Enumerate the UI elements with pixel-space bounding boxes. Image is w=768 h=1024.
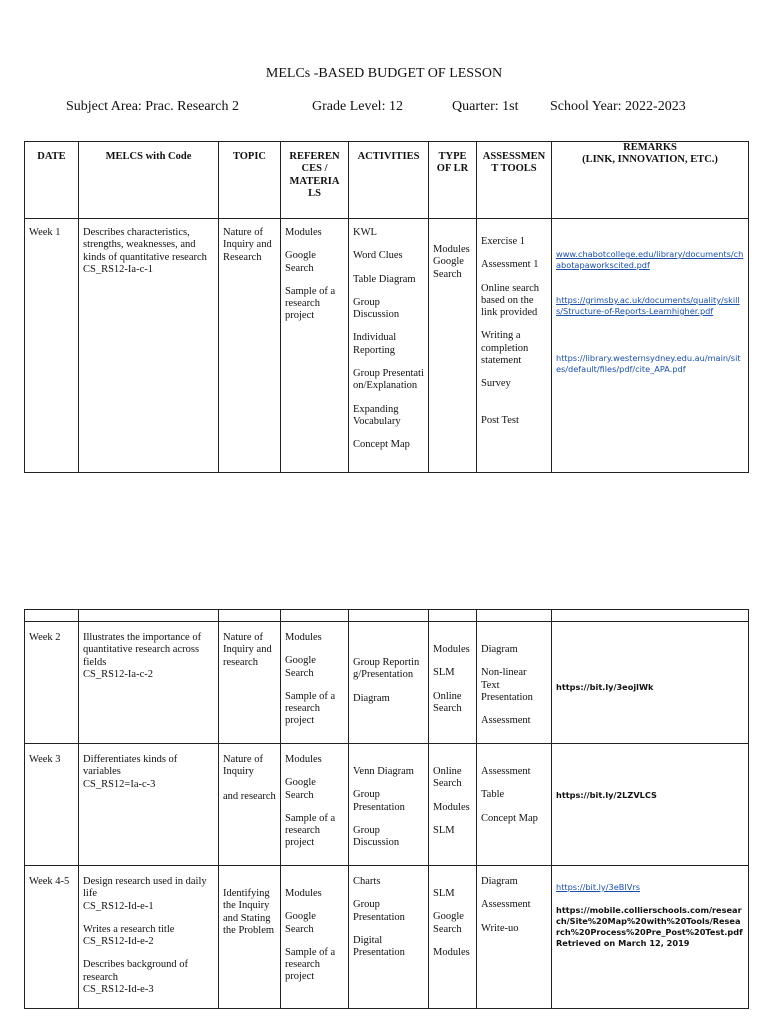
melc-code: CS_RS12-Id-e-3 bbox=[83, 984, 154, 996]
melc-text: Design research used in daily life bbox=[83, 876, 207, 900]
melc-group bbox=[83, 959, 214, 996]
activity-item: Group Presentation bbox=[353, 899, 405, 923]
type-lr-item: Modules bbox=[433, 801, 470, 813]
remark-link[interactable]: https://bit.ly/3eBIVrs bbox=[556, 882, 641, 892]
ref-item: Google Search bbox=[285, 777, 316, 801]
remark-link[interactable]: https://mobile.collierschools.com/research/Site%20Map%20with%20Tools/Research%20Process%20Pre_Post%20Test.pdf Retrieved on March 12, 2019 bbox=[556, 905, 743, 948]
grade-level: Grade Level: 12 bbox=[312, 99, 403, 114]
activity-item: Diagram bbox=[353, 692, 390, 704]
table-row bbox=[25, 219, 749, 473]
table-row bbox=[25, 622, 749, 744]
activity-item: Group Discussion bbox=[353, 296, 400, 321]
melc-group bbox=[83, 876, 214, 913]
melc-code: CS_RS12-Ia-c-1 bbox=[83, 263, 153, 275]
cell-references bbox=[281, 744, 349, 866]
cell-date: Week 1 bbox=[25, 219, 79, 473]
assessment-item: Assessment bbox=[481, 899, 531, 911]
header-melcs: MELCS with Code bbox=[79, 142, 219, 219]
header-references: REFEREN CES / MATERIA LS bbox=[281, 142, 349, 219]
cell-activities bbox=[349, 622, 429, 744]
type-lr-item: Modules bbox=[433, 644, 470, 655]
cell-melc bbox=[79, 219, 219, 473]
cell-activities bbox=[349, 219, 429, 473]
ref-item: Sample of a research project bbox=[285, 946, 336, 983]
activity-item: Group Discussion bbox=[353, 824, 400, 849]
assessment-item: Write-uo bbox=[481, 922, 519, 934]
type-lr-item: SLM bbox=[433, 888, 455, 899]
activity-item: Charts bbox=[353, 876, 381, 887]
melc-code: CS_RS12-Ia-c-2 bbox=[83, 668, 153, 680]
cell-date: Week 4-5 bbox=[25, 866, 79, 1009]
activity-item: Concept Map bbox=[353, 439, 410, 451]
cell-remarks bbox=[552, 866, 749, 1009]
assessment-item: Assessment bbox=[481, 715, 531, 727]
topic-text: Nature of Inquiry bbox=[223, 754, 263, 778]
cell-assessment bbox=[477, 866, 552, 1009]
header-topic: TOPIC bbox=[219, 142, 281, 219]
page-title: MELCs -BASED BUDGET OF LESSON bbox=[265, 66, 503, 81]
topic-text: and research bbox=[223, 790, 276, 802]
cell-date: Week 3 bbox=[25, 744, 79, 866]
cell-topic: Nature of Inquiry and research bbox=[219, 622, 281, 744]
remark-link[interactable]: https://grimsby.ac.uk/documents/quality/skills/Structure-of-Reports-Learnhigher.pdf bbox=[556, 295, 740, 316]
cell-topic: Nature of Inquiry and Research bbox=[219, 219, 281, 473]
cell-type-lr bbox=[429, 622, 477, 744]
melc-text: Writes a research title bbox=[83, 923, 175, 935]
cell-activities bbox=[349, 866, 429, 1009]
cell-date: Week 2 bbox=[25, 622, 79, 744]
quarter: Quarter: 1st bbox=[452, 99, 519, 114]
cell-references bbox=[281, 219, 349, 473]
cell-references bbox=[281, 866, 349, 1009]
cell-topic: Identifying the Inquiry and Stating the Problem bbox=[219, 866, 281, 1009]
activity-item: Digital Presentation bbox=[353, 934, 405, 959]
assessment-item: Online search based on the link provided bbox=[481, 282, 540, 319]
header-remarks-sub: (LINK, INNOVATION, ETC.) bbox=[582, 154, 718, 166]
ref-item: Sample of a research project bbox=[285, 285, 336, 322]
assessment-item: Concept Map bbox=[481, 812, 538, 824]
activity-item: Venn Diagram bbox=[353, 766, 414, 777]
header-type-lr: TYPE OF LR bbox=[429, 142, 477, 219]
table-row bbox=[25, 866, 749, 1009]
assessment-item: Non-linear Text Presentation bbox=[481, 667, 533, 703]
ref-item: Modules bbox=[285, 888, 322, 899]
ref-item: Google Search bbox=[285, 250, 316, 274]
cell-assessment bbox=[477, 219, 552, 473]
cell-assessment bbox=[477, 744, 552, 866]
header-row-empty bbox=[25, 610, 749, 622]
budget-table-page1 bbox=[24, 141, 749, 473]
type-lr-item: Online Search bbox=[433, 766, 462, 790]
melc-code: CS_RS12-Id-e-1 bbox=[83, 900, 154, 912]
remark-link[interactable]: www.chabotcollege.edu/library/documents/chabotapaworkscited.pdf bbox=[556, 249, 744, 270]
header-activities: ACTIVITIES bbox=[349, 142, 429, 219]
header-row bbox=[25, 142, 749, 219]
assessment-item: Assessment bbox=[481, 766, 531, 777]
ref-item: Google Search bbox=[285, 911, 316, 935]
remark-link[interactable]: https://library.westernsydney.edu.au/main/sites/default/files/pdf/cite_APA.pdf bbox=[556, 353, 741, 374]
header-remarks bbox=[552, 142, 749, 219]
subject-area: Subject Area: Prac. Research 2 bbox=[66, 99, 239, 114]
cell-type-lr bbox=[429, 866, 477, 1009]
melc-text: Differentiates kinds of variables bbox=[83, 754, 178, 778]
table-row bbox=[25, 744, 749, 866]
melc-text: Illustrates the importance of quantitative research across fields bbox=[83, 632, 202, 668]
activity-item: Group Presentation bbox=[353, 789, 405, 813]
melc-code: CS_RS12=Ia-c-3 bbox=[83, 778, 156, 790]
melc-text: Describes background of research bbox=[83, 959, 188, 983]
assessment-item: Assessment 1 bbox=[481, 259, 539, 271]
cell-melc bbox=[79, 744, 219, 866]
type-lr-item: SLM bbox=[433, 667, 455, 679]
cell-melc bbox=[79, 622, 219, 744]
assessment-item: Survey bbox=[481, 378, 511, 390]
cell-type-lr: Modules Google Search bbox=[429, 219, 477, 473]
remark-link[interactable]: https://bit.ly/2LZVLCS bbox=[556, 790, 657, 800]
cell-remarks bbox=[552, 744, 749, 866]
assessment-item: Post Test bbox=[481, 414, 519, 426]
assessment-item: Exercise 1 bbox=[481, 236, 526, 247]
remark-link[interactable]: https://bit.ly/3eojlWk bbox=[556, 682, 654, 692]
melc-group bbox=[83, 924, 214, 949]
budget-table-page2 bbox=[24, 609, 749, 1009]
cell-topic bbox=[219, 744, 281, 866]
ref-item: Modules bbox=[285, 754, 322, 765]
ref-item: Sample of a research project bbox=[285, 812, 336, 849]
cell-assessment bbox=[477, 622, 552, 744]
school-year: School Year: 2022-2023 bbox=[550, 99, 686, 114]
ref-item: Google Search bbox=[285, 655, 316, 679]
assessment-item: Diagram bbox=[481, 644, 518, 655]
cell-remarks bbox=[552, 219, 749, 473]
type-lr-item: Google Search bbox=[433, 911, 464, 935]
cell-activities bbox=[349, 744, 429, 866]
activity-item: Word Clues bbox=[353, 250, 403, 262]
ref-item: Modules bbox=[285, 632, 322, 643]
activity-item: Expanding Vocabulary bbox=[353, 403, 401, 427]
activity-item: Individual Reporting bbox=[353, 332, 397, 356]
assessment-item: Writing a completion statement bbox=[481, 330, 529, 367]
activity-item: Table Diagram bbox=[353, 273, 416, 285]
type-lr-item: Modules bbox=[433, 946, 470, 958]
activity-item: KWL bbox=[353, 227, 377, 238]
melc-code: CS_RS12-Id-e-2 bbox=[83, 936, 154, 948]
header-date: DATE bbox=[25, 142, 79, 219]
melc-text: Describes characteristics, strengths, weaknesses, and kinds of quantitative research bbox=[83, 227, 207, 263]
activity-item: Group Reporting/Presentation bbox=[353, 657, 420, 681]
cell-references bbox=[281, 622, 349, 744]
cell-type-lr bbox=[429, 744, 477, 866]
assessment-item: Diagram bbox=[481, 876, 518, 887]
header-assessment: ASSESSMEN T TOOLS bbox=[477, 142, 552, 219]
type-lr-item: Online Search bbox=[433, 690, 462, 714]
header-remarks-title: REMARKS bbox=[623, 142, 677, 153]
cell-remarks bbox=[552, 622, 749, 744]
ref-item: Modules bbox=[285, 227, 322, 238]
activity-item: Group Presentation/Explanation bbox=[353, 368, 424, 392]
cell-melc bbox=[79, 866, 219, 1009]
assessment-item: Table bbox=[481, 789, 505, 801]
ref-item: Sample of a research project bbox=[285, 690, 336, 727]
type-lr-item: SLM bbox=[433, 824, 455, 836]
